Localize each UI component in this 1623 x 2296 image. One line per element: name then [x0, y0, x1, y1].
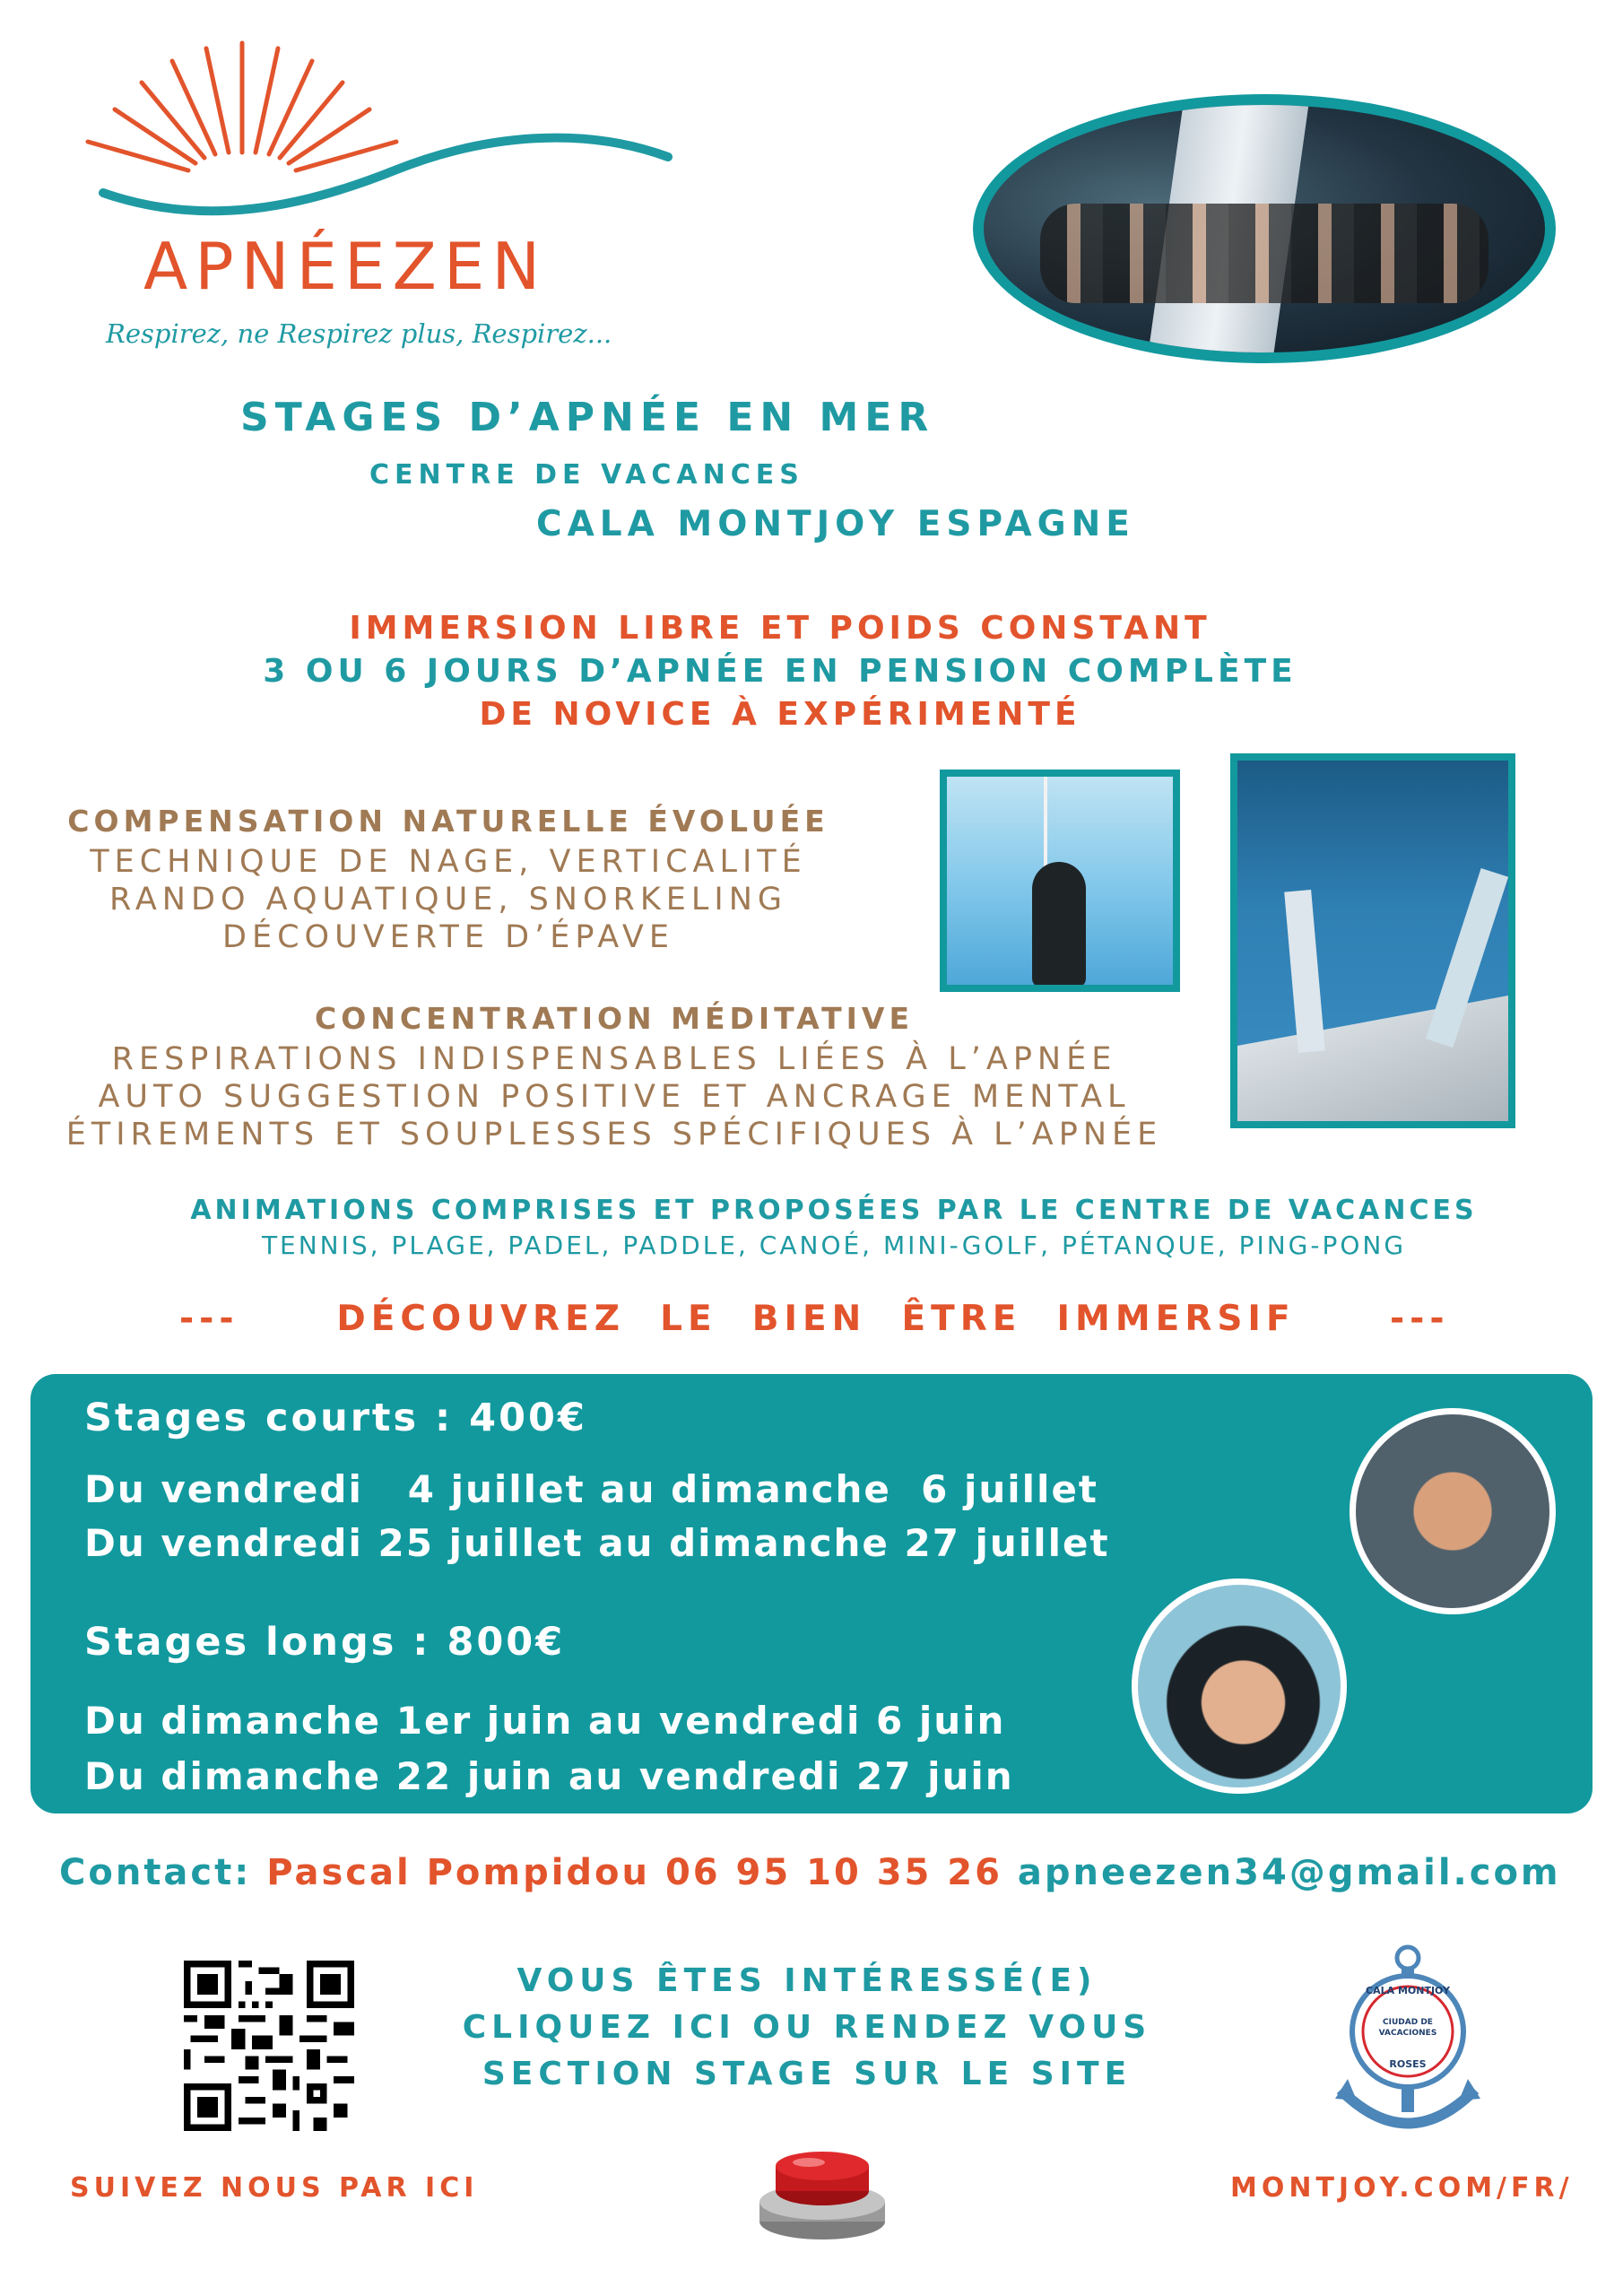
contact-phone[interactable]: 06 95 10 35 26	[664, 1852, 1002, 1893]
concentration-item: AUTO SUGGESTION POSITIVE ET ANCRAGE MENTAL	[98, 1079, 1131, 1115]
feature-line-2: 3 OU 6 JOURS D’APNÉE EN PENSION COMPLÈTE	[263, 653, 1298, 690]
short-stages-title: Stages courts : 400€	[84, 1396, 587, 1440]
contact-label: Contact:	[59, 1852, 252, 1893]
long-stage-date: Du dimanche 1er juin au vendredi 6 juin	[84, 1699, 1006, 1743]
group-boat-photo	[973, 94, 1556, 363]
compensation-item: TECHNIQUE DE NAGE, VERTICALITÉ	[90, 844, 807, 880]
title-stages: STAGES D’APNÉE EN MER	[240, 395, 935, 440]
contact-name: Pascal Pompidou	[266, 1852, 650, 1893]
partner-logo-sub3: ROSES	[1389, 2058, 1427, 2070]
concentration-item: ÉTIREMENTS ET SOUPLESSES SPÉCIFIQUES À L’APNÉE	[65, 1117, 1163, 1152]
follow-us-link[interactable]: SUIVEZ NOUS PAR ICI	[70, 2172, 479, 2204]
slogan-dashes-left: ---	[179, 1299, 239, 1339]
qr-code-icon[interactable]	[184, 1961, 354, 2131]
partner-logo-sub1: CIUDAD DE	[1383, 2018, 1433, 2027]
partner-logo-sub2: VACACIONES	[1378, 2029, 1437, 2038]
compensation-title: COMPENSATION NATURELLE ÉVOLUÉE	[67, 804, 829, 839]
brand-name: APNÉEZEN	[143, 229, 548, 304]
compensation-item: DÉCOUVERTE D’ÉPAVE	[222, 919, 674, 955]
red-push-button-icon[interactable]	[751, 2139, 893, 2245]
cta-line-2[interactable]: CLIQUEZ ICI OU RENDEZ VOUS	[462, 2009, 1152, 2046]
short-stage-date: Du vendredi 25 juillet au dimanche 27 juillet	[84, 1521, 1110, 1565]
contact-email[interactable]: apneezen34@gmail.com	[1017, 1852, 1561, 1893]
slogan-text: DÉCOUVREZ LE BIEN ÊTRE IMMERSIF	[336, 1299, 1296, 1339]
slogan-dashes-right: ---	[1390, 1299, 1450, 1339]
long-stages-title: Stages longs : 800€	[84, 1620, 566, 1665]
compensation-item: RANDO AQUATIQUE, SNORKELING	[108, 882, 788, 918]
feature-line-3: DE NOVICE À EXPÉRIMENTÉ	[479, 696, 1081, 733]
concentration-item: RESPIRATIONS INDISPENSABLES LIÉES À L’APNÉE	[111, 1041, 1117, 1077]
title-location: CALA MONTJOY ESPAGNE	[536, 504, 1135, 544]
compensation-section	[27, 804, 870, 955]
concentration-title: CONCENTRATION MÉDITATIVE	[315, 1001, 914, 1036]
sea-divers-photo	[1230, 753, 1515, 1128]
cala-montjoy-anchor-logo-icon[interactable]	[1332, 1942, 1484, 2148]
animations-list: TENNIS, PLAGE, PADEL, PADDLE, CANOÉ, MINI-GOLF, PÉTANQUE, PING-PONG	[261, 1231, 1407, 1260]
cta-line-3: SECTION STAGE SUR LE SITE	[482, 2056, 1133, 2092]
animations-title: ANIMATIONS COMPRISES ET PROPOSÉES PAR LE CENTRE DE VACANCES	[190, 1195, 1478, 1226]
partner-logo-text: CALA MONTJOY	[1366, 1985, 1450, 1996]
concentration-section	[27, 1001, 1202, 1152]
instructor-portrait-1	[1350, 1408, 1556, 1614]
logo-wave-icon	[99, 121, 673, 220]
instructor-portrait-2	[1132, 1578, 1347, 1794]
long-stage-date: Du dimanche 22 juin au vendredi 27 juin	[84, 1754, 1014, 1798]
swimmer-photo	[940, 770, 1180, 992]
title-centre: CENTRE DE VACANCES	[369, 459, 804, 491]
brand-tagline: Respirez, ne Respirez plus, Respirez...	[106, 318, 612, 349]
feature-line-1: IMMERSION LIBRE ET POIDS CONSTANT	[349, 610, 1211, 647]
contact-line	[59, 1852, 1561, 1893]
website-link[interactable]: MONTJOY.COM/FR/	[1230, 2172, 1574, 2204]
cta-line-1: VOUS ÊTES INTÉRESSÉ(E)	[516, 1962, 1098, 1999]
short-stage-date: Du vendredi 4 juillet au dimanche 6 juillet	[84, 1467, 1099, 1511]
